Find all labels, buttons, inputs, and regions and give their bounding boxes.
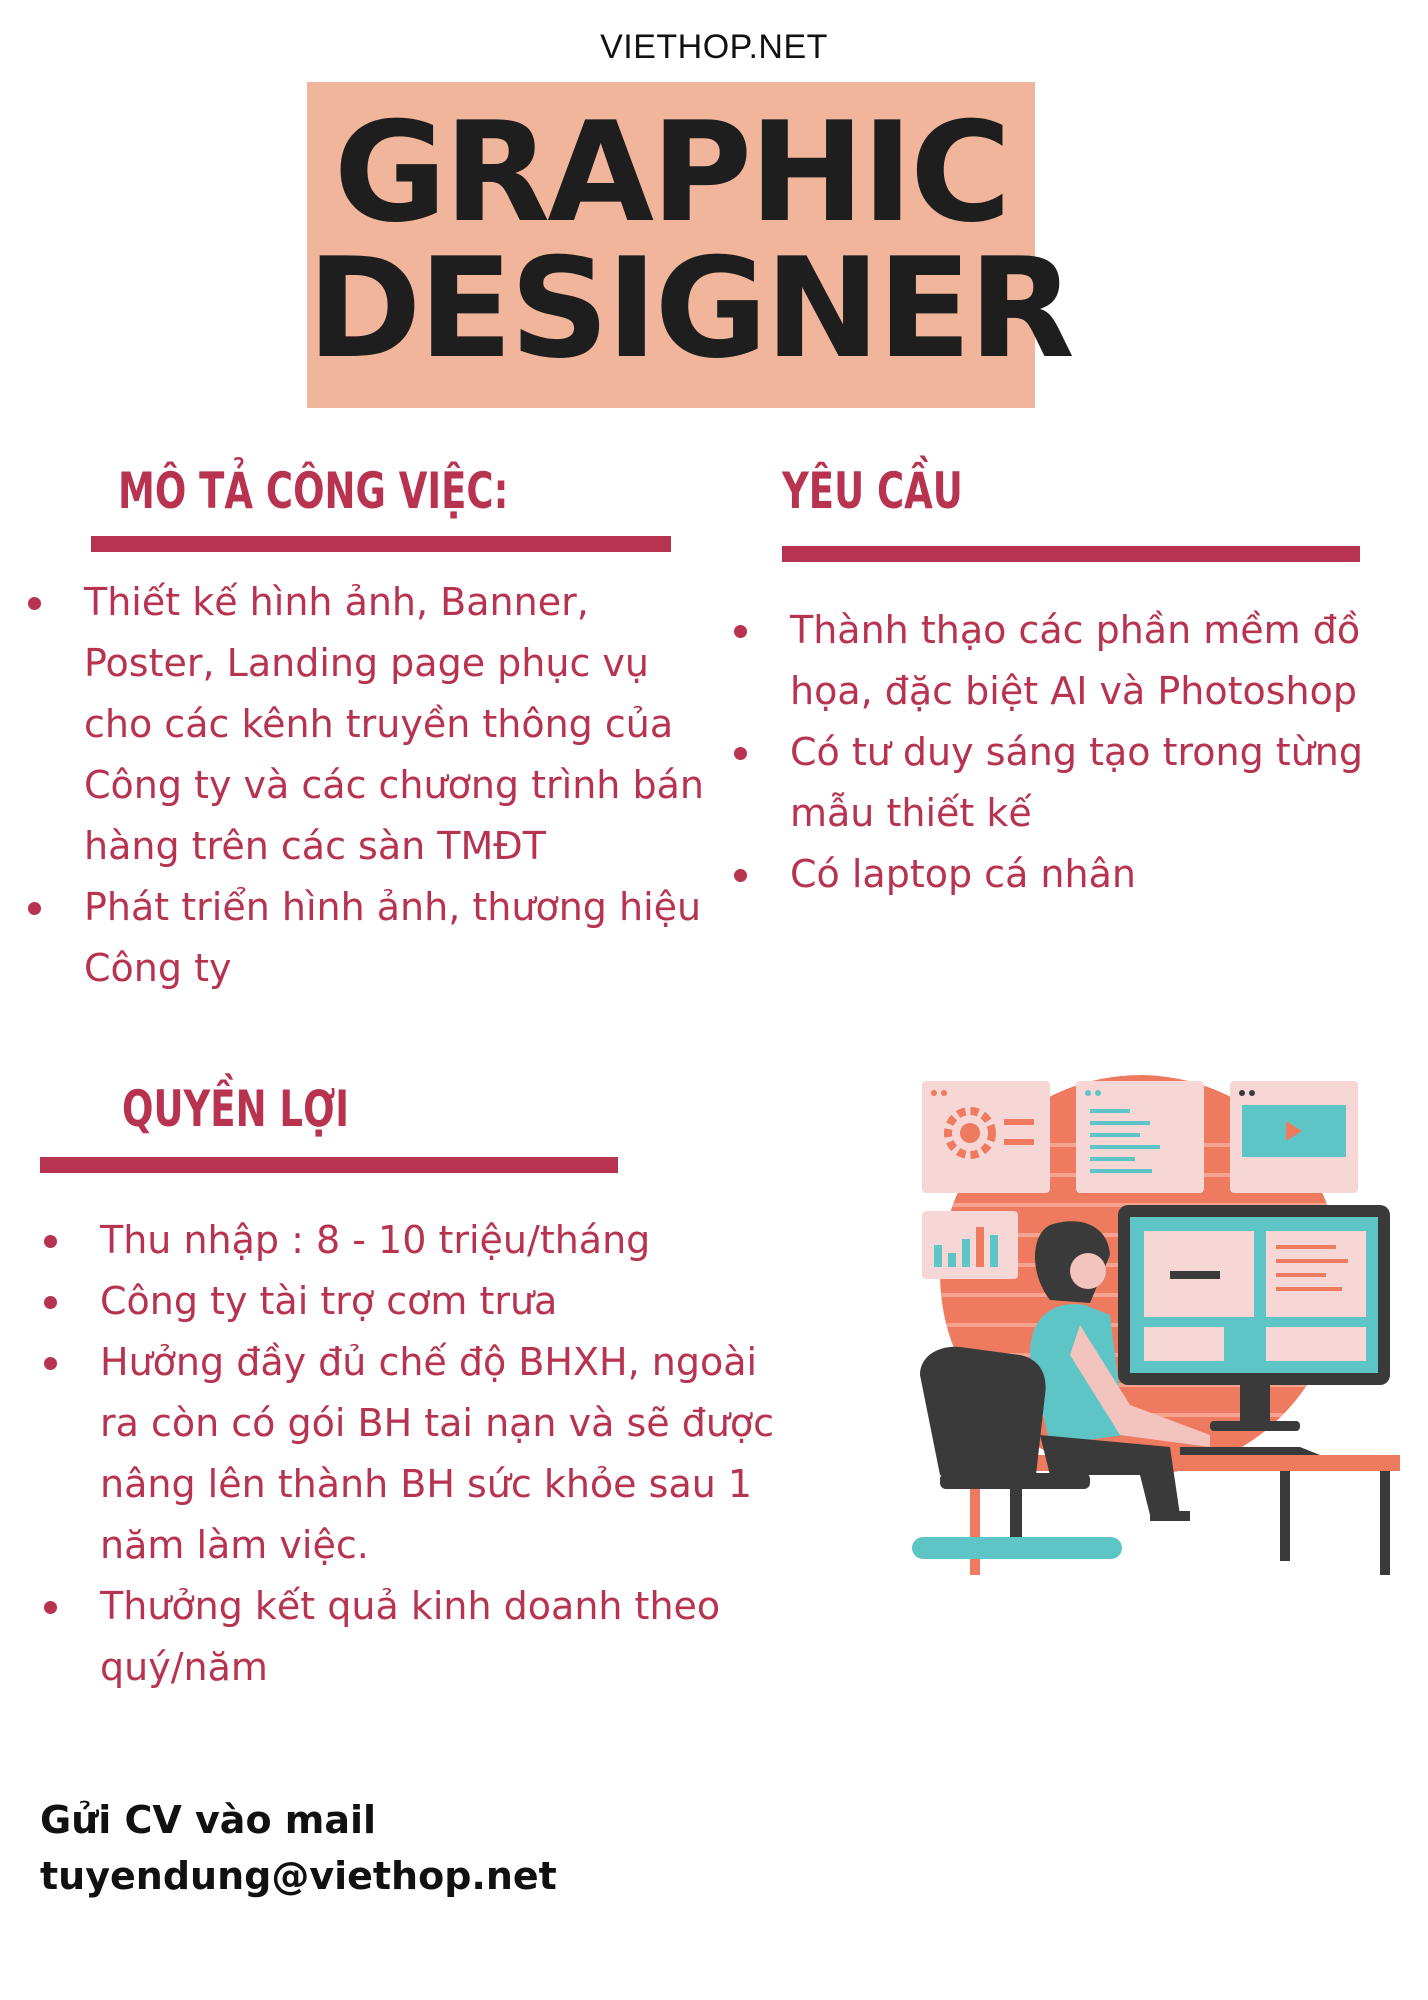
requirements-item: Thành thạo các phần mềm đồ họa, đặc biệt AI và Photoshop — [790, 600, 1420, 722]
requirements-rule — [782, 546, 1360, 562]
designer-at-computer-illustration — [880, 1075, 1400, 1575]
bullet-dot — [44, 1357, 57, 1370]
bullet-dot — [734, 869, 747, 882]
requirements-heading: YÊU CẦU — [782, 462, 963, 520]
benefits-list — [100, 1210, 800, 1698]
benefits-item: Công ty tài trợ cơm trưa — [100, 1271, 800, 1332]
bullet-dot — [28, 597, 41, 610]
video-panel — [1230, 1081, 1358, 1193]
bullet-dot — [28, 902, 41, 915]
description-item: Thiết kế hình ảnh, Banner, Poster, Landing page phục vụ cho các kênh truyền thông của Công ty và các chương trình bán hàng trên các sàn TMĐT — [84, 572, 724, 877]
benefits-item: Thưởng kết quả kinh doanh theo quý/năm — [100, 1576, 800, 1698]
description-rule — [91, 536, 671, 552]
description-item: Phát triển hình ảnh, thương hiệu Công ty — [84, 877, 724, 999]
title-banner — [307, 82, 1072, 408]
code-panel — [1076, 1081, 1204, 1193]
bullet-dot — [44, 1235, 57, 1248]
benefits-item: Hưởng đầy đủ chế độ BHXH, ngoài ra còn có gói BH tai nạn và sẽ được nâng lên thành BH sức khỏe sau 1 năm làm việc. — [100, 1332, 780, 1576]
description-heading: MÔ TẢ CÔNG VIỆC: — [118, 462, 509, 520]
benefits-item: Thu nhập : 8 - 10 triệu/tháng — [100, 1210, 800, 1271]
footer-contact — [40, 1792, 557, 1904]
title-line-2: DESIGNER — [307, 228, 1072, 389]
chart-panel — [922, 1211, 1018, 1279]
bullet-dot — [734, 625, 747, 638]
settings-panel — [922, 1081, 1050, 1193]
description-list — [84, 572, 724, 999]
benefits-heading: QUYỀN LỢI — [122, 1080, 350, 1138]
title-line-1: GRAPHIC — [333, 92, 1009, 253]
requirements-item: Có tư duy sáng tạo trong từng mẫu thiết kế — [790, 722, 1420, 844]
bullet-dot — [44, 1601, 57, 1614]
site-name: VIETHOP.NET — [600, 28, 828, 66]
requirements-item: Có laptop cá nhân — [790, 844, 1420, 905]
benefits-rule — [40, 1157, 618, 1173]
footer-line-1: Gửi CV vào mail — [40, 1798, 377, 1842]
requirements-list — [790, 600, 1420, 905]
bullet-dot — [44, 1296, 57, 1309]
bullet-dot — [734, 747, 747, 760]
footer-email[interactable]: tuyendung@viethop.net — [40, 1854, 557, 1898]
